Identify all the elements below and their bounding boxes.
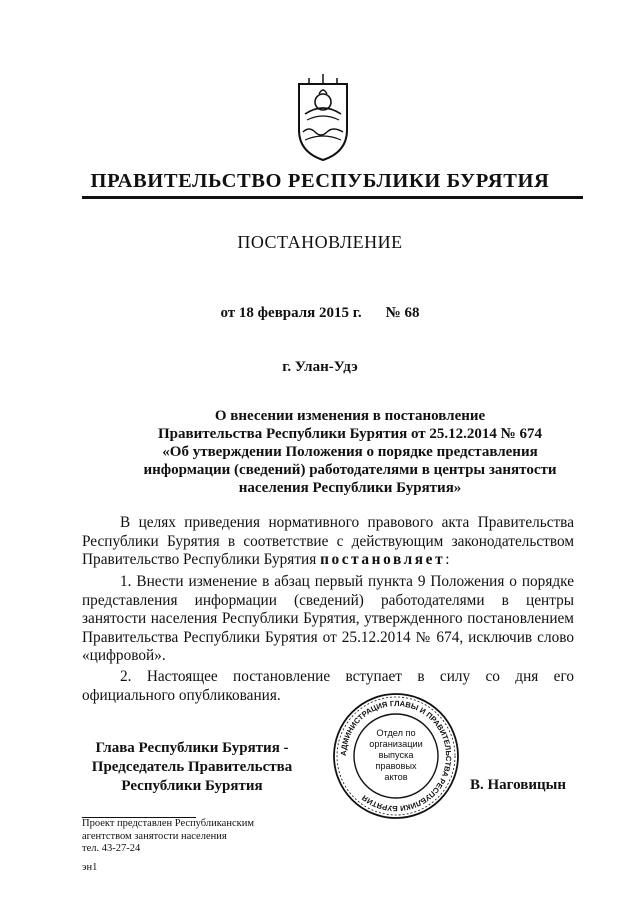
document-subject — [140, 407, 560, 497]
stamp-inner-line: правовых — [375, 761, 417, 771]
clause-2-paragraph: 2. Настоящее постановление вступает в силу со дня его официального опубликования. — [82, 668, 574, 704]
document-city: г. Улан-Удэ — [282, 359, 358, 375]
stamp-outer-text: АДМИНИСТРАЦИЯ ГЛАВЫ И ПРАВИТЕЛЬСТВА РЕСПУБЛИКИ БУРЯТИЯ — [338, 698, 454, 814]
preamble-paragraph: В целях приведения нормативного правового акта Правительства Республики Бурятия в соответствие с действующим законодательством Правительство Республики Бурятия постановляет: — [82, 514, 574, 568]
stamp-inner-line: выпуска — [378, 750, 414, 760]
signatory-name: В. Наговицын — [470, 777, 566, 793]
footer-code: эн1 — [82, 862, 98, 873]
signatory-title: Глава Республики Бурятия - Председатель Правительства Республики Бурятия — [91, 740, 293, 794]
decree-keyword: постановляет — [320, 551, 446, 568]
document-number: № 68 — [385, 305, 420, 321]
subject-line: О внесении изменения в постановление — [214, 408, 486, 424]
subject-line: информации (сведений) работодателями в центры занятости — [143, 462, 557, 478]
subject-line: населения Республики Бурятия» — [238, 480, 462, 496]
stamp-inner-line: организации — [369, 739, 423, 749]
document-date-line — [0, 305, 640, 322]
coat-of-arms-icon — [295, 72, 351, 162]
stamp-inner-line: актов — [384, 772, 408, 782]
subject-line: Правительства Республики Бурятия от 25.12.2014 № 674 — [157, 426, 542, 442]
document-type: ПОСТАНОВЛЕНИЕ — [237, 232, 403, 252]
footer-note: Проект представлен Республиканским агентством занятости населения тел. 43-27-24 — [82, 818, 254, 854]
stamp-inner-line: Отдел по — [376, 728, 416, 738]
government-title: ПРАВИТЕЛЬСТВО РЕСПУБЛИКИ БУРЯТИЯ — [90, 170, 550, 192]
document-date: от 18 февраля 2015 г. — [220, 305, 362, 321]
subject-line: «Об утверждении Положения о порядке представления — [162, 444, 538, 460]
official-stamp — [330, 690, 462, 822]
header-divider — [82, 196, 583, 199]
clause-1-paragraph: 1. Внести изменение в абзац первый пункта 9 Положения о порядке представления информации (сведений) работодателями в центры занятости населения Республики Бурятия, утвержденного постановлением Правительства Республики Бурятия от 25.12.2014 № 674, исключив слово «цифровой». — [82, 573, 574, 664]
